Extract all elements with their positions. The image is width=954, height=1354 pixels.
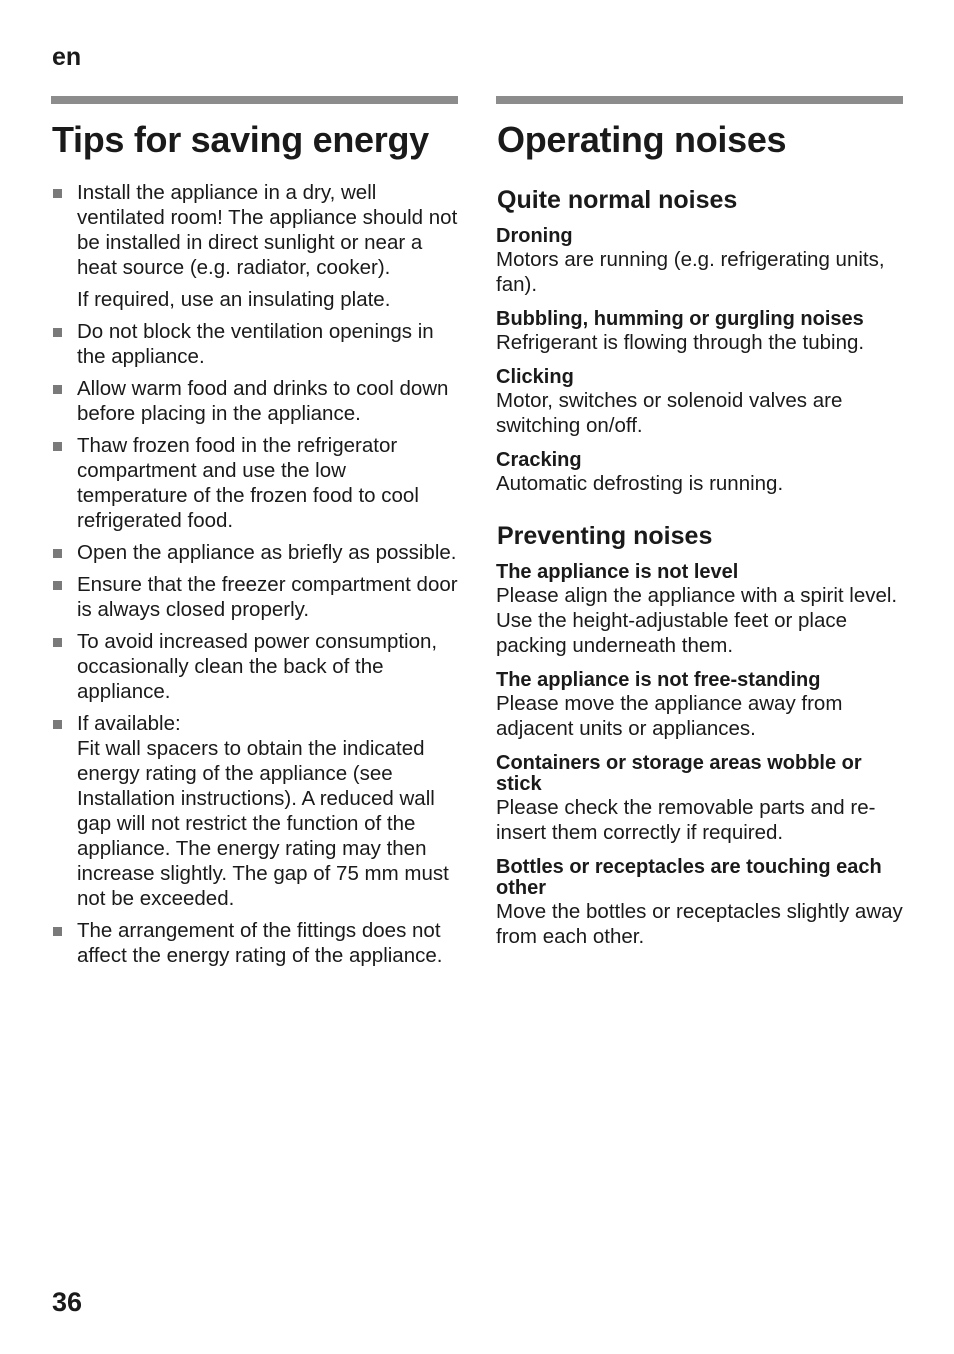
tip-text: Install the appliance in a dry, well ventilated room! The appliance should not be installed in direct sunlight or near a heat source (e.g. radiator, cooker). bbox=[77, 181, 458, 279]
tip-text: Do not block the ventilation openings in the appliance. bbox=[77, 320, 434, 368]
noise-description: Automatic defrosting is running. bbox=[496, 472, 784, 495]
prevention-entry bbox=[496, 857, 903, 949]
tip-text: The arrangement of the fittings does not affect the energy rating of the appliance. bbox=[77, 919, 443, 967]
prevention-entry bbox=[496, 753, 903, 845]
prevention-title: The appliance is not free-standing bbox=[496, 669, 821, 691]
tip-item bbox=[51, 180, 458, 312]
square-bullet-icon bbox=[53, 720, 62, 729]
square-bullet-icon bbox=[53, 385, 62, 394]
square-bullet-icon bbox=[53, 328, 62, 337]
tip-item bbox=[51, 376, 458, 426]
prevention-description: Please check the removable parts and re-insert them correctly if required. bbox=[496, 796, 876, 844]
square-bullet-icon bbox=[53, 581, 62, 590]
page-number: 36 bbox=[52, 1287, 83, 1317]
tip-text: Open the appliance as briefly as possible. bbox=[77, 541, 457, 564]
noise-entry bbox=[496, 226, 903, 297]
tips-list bbox=[51, 180, 458, 968]
noise-title: Clicking bbox=[496, 366, 574, 388]
tip-text: Ensure that the freezer compartment door is always closed properly. bbox=[77, 573, 458, 621]
tip-item bbox=[51, 572, 458, 622]
prevention-description: Move the bottles or receptacles slightly away from each other. bbox=[496, 900, 903, 948]
tip-item bbox=[51, 711, 458, 911]
tip-text: Thaw frozen food in the refrigerator compartment and use the low temperature of the frozen food to cool refrigerated food. bbox=[77, 434, 419, 532]
tip-item bbox=[51, 319, 458, 369]
prevention-title: Containers or storage areas wobble or stick bbox=[496, 752, 862, 795]
tip-text: If available: bbox=[77, 712, 181, 735]
noise-description: Motors are running (e.g. refrigerating units, fan). bbox=[496, 248, 885, 296]
noises-title: Operating noises bbox=[497, 119, 787, 160]
noise-title: Bubbling, humming or gurgling noises bbox=[496, 308, 864, 330]
section-rule bbox=[51, 96, 458, 104]
tip-item bbox=[51, 433, 458, 533]
prevention-entry bbox=[496, 562, 903, 658]
square-bullet-icon bbox=[53, 638, 62, 647]
tip-item bbox=[51, 540, 458, 565]
tip-note: If required, use an insulating plate. bbox=[77, 288, 391, 311]
noise-entry bbox=[496, 309, 903, 355]
tip-item bbox=[51, 918, 458, 968]
noise-title: Cracking bbox=[496, 449, 582, 471]
prevention-title: The appliance is not level bbox=[496, 561, 739, 583]
noise-entry bbox=[496, 450, 903, 496]
tip-item bbox=[51, 629, 458, 704]
noise-title: Droning bbox=[496, 225, 573, 247]
preventing-noises-heading: Preventing noises bbox=[497, 522, 713, 550]
noise-description: Refrigerant is flowing through the tubing. bbox=[496, 331, 865, 354]
square-bullet-icon bbox=[53, 927, 62, 936]
noise-entry bbox=[496, 367, 903, 438]
square-bullet-icon bbox=[53, 442, 62, 451]
normal-noises-heading: Quite normal noises bbox=[497, 186, 738, 214]
prevention-description: Please align the appliance with a spirit level. Use the height-adjustable feet or place packing underneath them. bbox=[496, 584, 898, 657]
tip-text: Allow warm food and drinks to cool down before placing in the appliance. bbox=[77, 377, 449, 425]
prevention-entry bbox=[496, 670, 903, 741]
tip-text: To avoid increased power consumption, occasionally clean the back of the appliance. bbox=[77, 630, 438, 703]
tip-note: Fit wall spacers to obtain the indicated energy rating of the appliance (see Installation instructions). A reduced wall gap will not restrict the function of the appliance. The energy rating may then increase slightly. The gap of 75 mm must not be exceeded. bbox=[77, 737, 449, 910]
noises-section bbox=[496, 96, 903, 949]
tips-section bbox=[51, 96, 458, 975]
square-bullet-icon bbox=[53, 189, 62, 198]
tips-title: Tips for saving energy bbox=[52, 119, 429, 160]
square-bullet-icon bbox=[53, 549, 62, 558]
language-code: en bbox=[52, 43, 82, 71]
prevention-title: Bottles or receptacles are touching each other bbox=[496, 856, 882, 899]
noise-description: Motor, switches or solenoid valves are switching on/off. bbox=[496, 389, 843, 437]
prevention-description: Please move the appliance away from adjacent units or appliances. bbox=[496, 692, 843, 740]
section-rule bbox=[496, 96, 903, 104]
